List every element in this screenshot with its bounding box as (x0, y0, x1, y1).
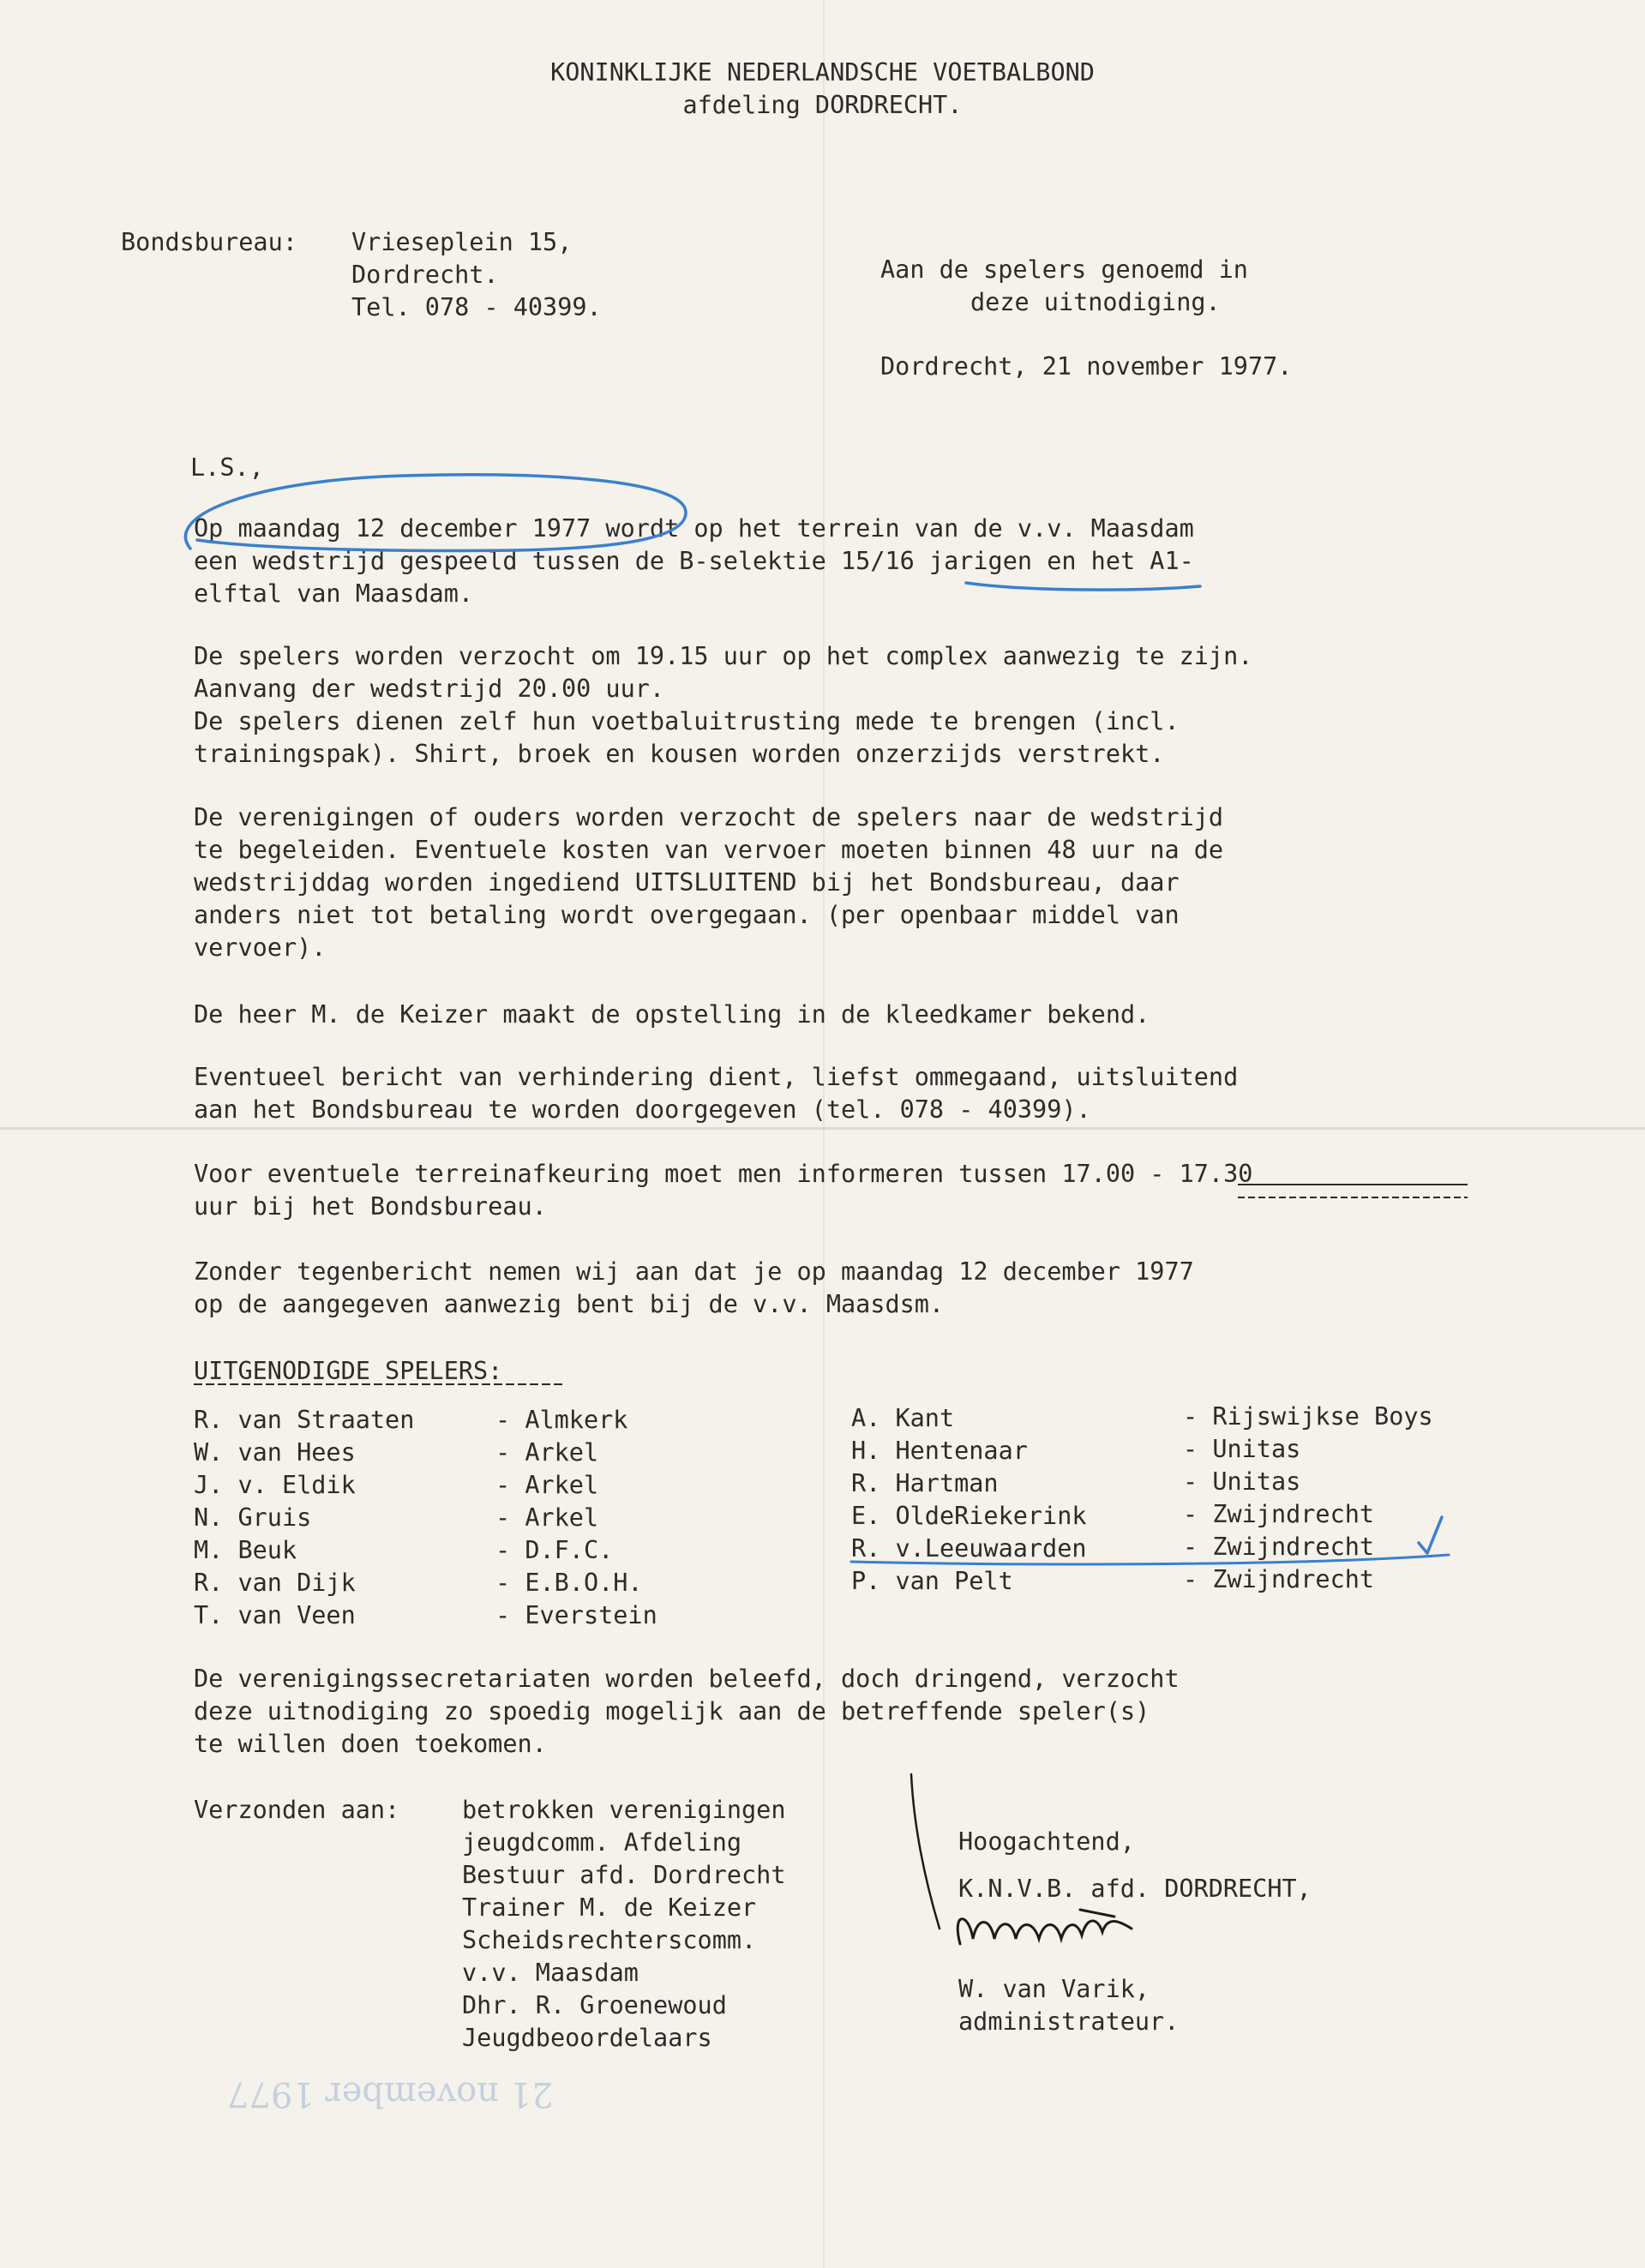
paragraph-confirmation (194, 1256, 1194, 1321)
player-name: R. Hartman (851, 1469, 999, 1497)
players-right-clubs (1183, 1401, 1433, 1596)
player-name: R. van Dijk (194, 1569, 356, 1597)
player-name: E. OldeRiekerink (851, 1502, 1087, 1530)
text-line: vervoer). (194, 933, 327, 962)
letter-date: Dordrecht, 21 november 1977. (880, 352, 1293, 381)
paragraph-secretariats (194, 1663, 1180, 1761)
player-club: - D.F.C. (495, 1536, 614, 1564)
distribution-item: Jeugdbeoordelaars (462, 2024, 712, 2052)
text-line: Eventueel bericht van verhindering dient, liefst ommegaand, uitsluitend (194, 1063, 1239, 1091)
distribution-item: v.v. Maasdam (462, 1959, 639, 1987)
distribution-item: Dhr. R. Groenewoud (462, 1991, 727, 2019)
player-club: - Arkel (495, 1503, 599, 1532)
signature-org: K.N.V.B. afd. DORDRECHT, (958, 1875, 1312, 1903)
offset-ink-mark: 21 november 1977 (227, 2074, 554, 2114)
paragraph-field-check (194, 1158, 1252, 1223)
closing-greeting: Hoogachtend, (958, 1827, 1135, 1856)
recipient-line-2: deze uitnodiging. (970, 288, 1221, 316)
paragraph-lineup (194, 999, 1150, 1031)
distribution-item: Bestuur afd. Dordrecht (462, 1861, 786, 1889)
players-left-names (194, 1404, 414, 1632)
text-line: deze uitnodiging zo spoedig mogelijk aan de betreffende speler(s) (194, 1697, 1150, 1725)
players-right-names (851, 1402, 1087, 1598)
text-line: aan het Bondsbureau te worden doorgegeven (tel. 078 - 40399). (194, 1095, 1091, 1124)
distribution-list (462, 1794, 786, 2055)
distribution-item: jeugdcomm. Afdeling (462, 1828, 742, 1857)
text-line: De verenigingssecretariaten worden beleefd, doch dringend, verzocht (194, 1665, 1180, 1693)
recipient-line-1: Aan de spelers genoemd in (880, 255, 1248, 284)
text-line: Zonder tegenbericht nemen wij aan dat je op maandag 12 december 1977 (194, 1257, 1194, 1286)
text-line: De spelers dienen zelf hun voetbaluitrusting mede te brengen (incl. (194, 707, 1180, 735)
player-club: - Almkerk (495, 1406, 628, 1434)
org-name: KONINKLIJKE NEDERLANDSCHE VOETBALBOND (550, 58, 1095, 87)
fold-line-vertical (823, 0, 825, 2268)
player-club: - Everstein (495, 1601, 657, 1629)
player-club: - Zwijndrecht (1183, 1500, 1375, 1528)
handwritten-signature (958, 1910, 1132, 1944)
player-name: T. van Veen (194, 1601, 356, 1629)
text-line: uur bij het Bondsbureau. (194, 1192, 547, 1221)
org-division: afdeling DORDRECHT. (682, 91, 963, 119)
text-line: Aanvang der wedstrijd 20.00 uur. (194, 675, 665, 703)
signatory-name: W. van Varik, (958, 1975, 1150, 2003)
players-left-clubs (495, 1404, 657, 1632)
player-club: - Arkel (495, 1438, 599, 1467)
distribution-item: Scheidsrechterscomm. (462, 1926, 757, 1954)
text-line: op de aangegeven aanwezig bent bij de v.v. Maasdsm. (194, 1290, 945, 1318)
address-phone: Tel. 078 - 40399. (351, 293, 602, 321)
player-name: A. Kant (851, 1404, 955, 1432)
player-name: R. v.Leeuwaarden (851, 1534, 1087, 1563)
text-line: trainingspak). Shirt, broek en kousen worden onzerzijds verstrekt. (194, 740, 1165, 768)
signature-pen-line (911, 1774, 940, 1929)
address-street: Vrieseplein 15, (351, 228, 573, 256)
player-name: M. Beuk (194, 1536, 297, 1564)
text-line: De heer M. de Keizer maakt de opstelling in de kleedkamer bekend. (194, 1000, 1150, 1029)
text-line: Voor eventuele terreinafkeuring moet men informeren tussen 17.00 - 17.30 (194, 1160, 1253, 1188)
player-name: P. van Pelt (851, 1567, 1013, 1595)
text-line: te begeleiden. Eventuele kosten van vervoer moeten binnen 48 uur na de (194, 836, 1224, 864)
player-name: R. van Straaten (194, 1406, 415, 1434)
player-name: H. Hentenaar (851, 1437, 1028, 1465)
player-name: W. van Hees (194, 1438, 356, 1467)
player-club: - Zwijndrecht (1183, 1565, 1375, 1593)
distribution-label: Verzonden aan: (194, 1796, 400, 1824)
text-line: anders niet tot betaling wordt overgegaan. (per openbaar middel van (194, 901, 1180, 929)
player-club: - E.B.O.H. (495, 1569, 643, 1597)
text-line: te willen doen toekomen. (194, 1730, 547, 1758)
distribution-item: Trainer M. de Keizer (462, 1893, 757, 1922)
signatory-title: administrateur. (958, 2007, 1180, 2036)
text-line: elftal van Maasdam. (194, 579, 474, 608)
player-club: - Unitas (1183, 1435, 1301, 1463)
paragraph-match (194, 513, 1194, 610)
player-name: J. v. Eldik (194, 1471, 356, 1499)
text-line: Op maandag 12 december 1977 wordt op het terrein van de v.v. Maasdam (194, 514, 1194, 543)
distribution-item: betrokken verenigingen (462, 1796, 786, 1824)
text-line: wedstrijddag worden ingediend UITSLUITEND bij het Bondsbureau, daar (194, 868, 1180, 897)
paragraph-transport (194, 801, 1223, 964)
player-club: - Unitas (1183, 1467, 1301, 1496)
text-line: De spelers worden verzocht om 19.15 uur op het complex aanwezig te zijn. (194, 642, 1253, 670)
address-label: Bondsbureau: (121, 228, 297, 256)
player-club: - Rijswijkse Boys (1183, 1402, 1433, 1431)
paragraph-cancellation (194, 1061, 1238, 1126)
address-city: Dordrecht. (351, 261, 499, 289)
player-club: - Zwijndrecht (1183, 1533, 1375, 1561)
player-club: - Arkel (495, 1471, 599, 1499)
players-heading: UITGENODIGDE SPELERS: (194, 1357, 503, 1385)
text-line: een wedstrijd gespeeld tussen de B-selektie 15/16 jarigen en het A1- (194, 547, 1194, 575)
salutation: L.S., (190, 453, 264, 482)
paragraph-arrival (194, 640, 1252, 771)
text-line: De verenigingen of ouders worden verzocht de spelers naar de wedstrijd (194, 803, 1224, 831)
player-name: N. Gruis (194, 1503, 312, 1532)
